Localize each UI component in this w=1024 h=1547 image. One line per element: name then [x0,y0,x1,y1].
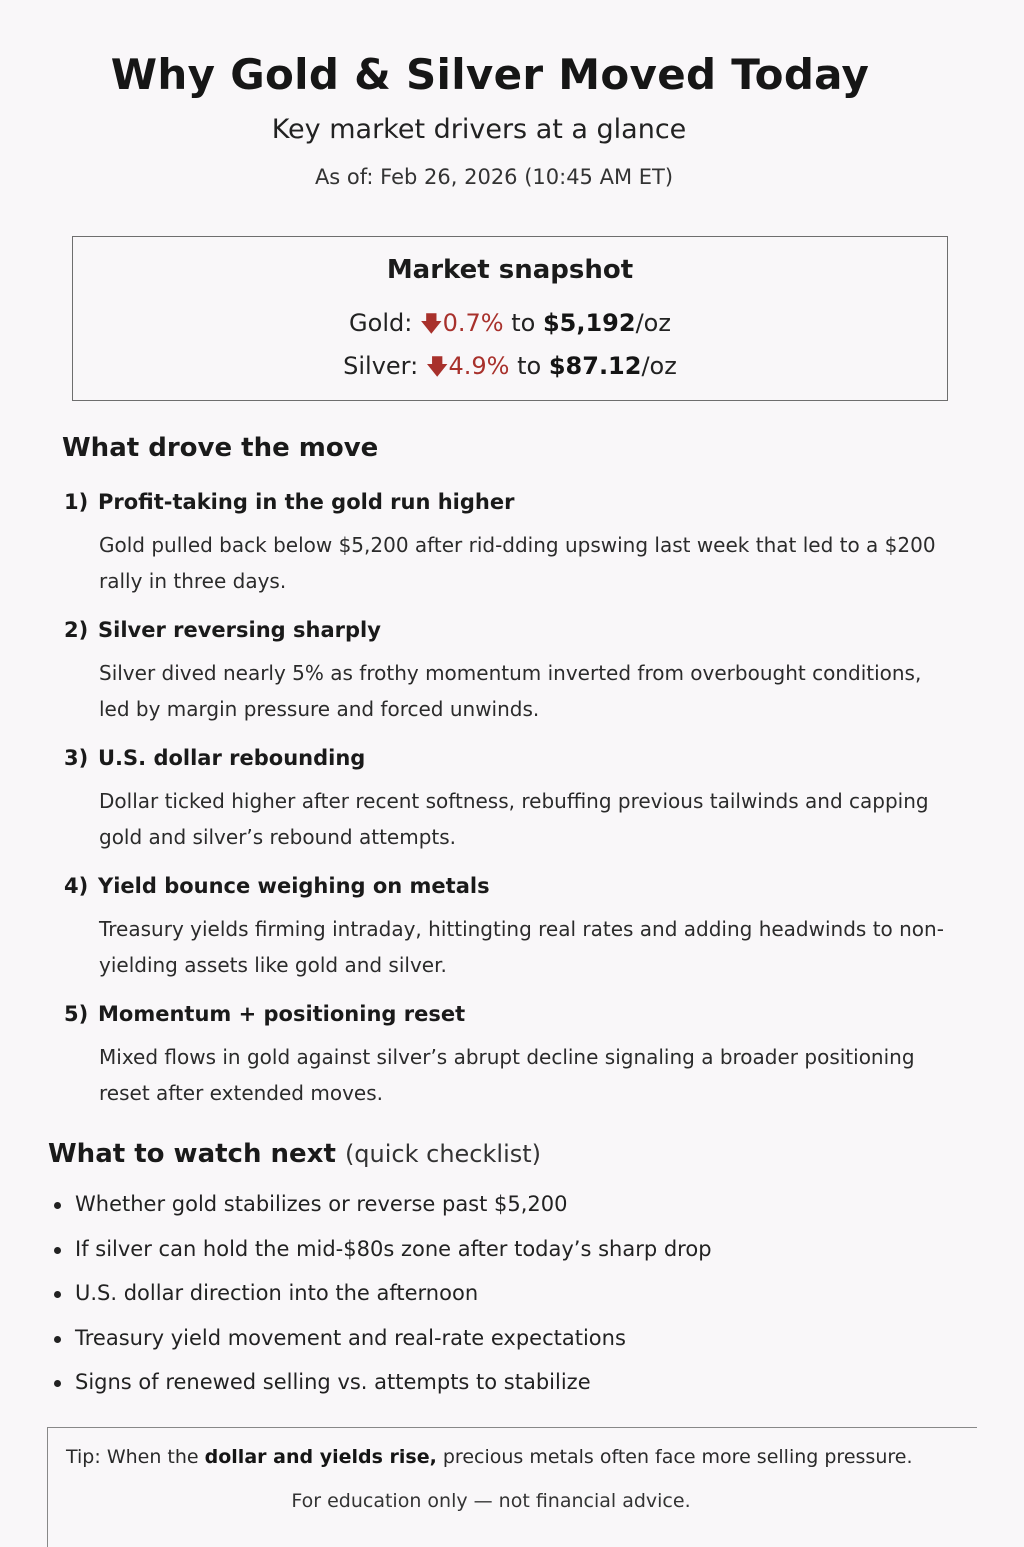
watch-item-text: U.S. dollar direction into the afternoon [75,1281,479,1305]
driver-title: Silver reversing sharply [98,618,381,642]
watch-item-text: If silver can hold the mid-$80s zone after today’s sharp drop [75,1236,712,1261]
drivers-list [64,485,964,1125]
driver-number: 5) [64,1002,89,1026]
driver-number: 2) [64,618,89,642]
list-item [50,1231,950,1276]
watch-heading-note: (quick checklist) [344,1140,542,1168]
drivers-heading: What drove the move [62,433,379,463]
driver-body: Dollar ticked higher after recent softness, rebuffing previous tailwinds and capping gold and silver’s rebound attempts. [99,789,929,849]
driver-item [64,741,964,855]
list-item [50,1186,950,1231]
bullet-icon [54,1202,61,1209]
list-item [50,1320,950,1365]
bullet-icon [54,1291,61,1298]
bullet-icon [54,1247,61,1254]
silver-to-text: to [517,352,542,380]
driver-number: 4) [64,874,89,898]
watch-heading [48,1139,541,1169]
driver-item [64,485,964,599]
driver-item [64,613,964,727]
gold-price: $5,192 [542,309,636,337]
watch-checklist [50,1186,950,1409]
gold-to-text: to [511,309,536,337]
silver-price: $87.12 [548,352,642,380]
driver-title: U.S. dollar rebounding [98,746,366,770]
watch-item-text: Signs of renewed selling vs. attempts to stabilize [75,1370,591,1394]
silver-label: Silver: [343,352,419,380]
list-item [50,1275,950,1320]
silver-snapshot-line [73,350,947,388]
silver-change: 4.9% [448,352,510,380]
driver-number: 1) [64,490,89,514]
gold-label: Gold: [349,309,413,337]
page-subtitle: Key market drivers at a glance [271,114,687,145]
list-item [50,1364,950,1409]
down-arrow-icon: 🡇 [425,355,449,380]
tip-post: precious metals often face more selling pressure. [442,1446,913,1468]
as-of-timestamp: As of: Feb 26, 2026 (10:45 AM ET) [314,165,674,189]
disclaimer: For education only — not financial advice. [291,1490,691,1512]
market-snapshot-box [72,236,948,401]
driver-body: Silver dived nearly 5% as frothy momentum inverted from overbought conditions, led by margin pressure and forced unwinds. [99,661,922,721]
tip-pre: When the [106,1446,199,1468]
tip-text [66,1446,986,1468]
watch-item-text: Treasury yield movement and real-rate expectations [75,1325,626,1350]
driver-number: 3) [64,746,89,770]
driver-item [64,869,964,983]
driver-title: Momentum + positioning reset [98,1002,466,1026]
driver-title: Yield bounce weighing on metals [98,874,490,898]
driver-item [64,997,964,1111]
tip-bold: dollar and yields rise, [204,1446,437,1468]
driver-body: Gold pulled back below $5,200 after rid-dding upswing last week that led to a $200 rally in three days. [99,533,936,593]
bullet-icon [54,1380,61,1387]
tip-label: Tip: [66,1446,101,1468]
down-arrow-icon: 🡇 [419,312,443,337]
watch-heading-text: What to watch next [48,1139,336,1169]
watch-item-text: Whether gold stabilizes or reverse past $5,200 [75,1192,568,1216]
driver-body: Mixed flows in gold against silver’s abrupt decline signaling a broader positioning reset after extended moves. [99,1045,915,1105]
gold-change: 0.7% [442,309,504,337]
bullet-icon [54,1336,61,1343]
gold-snapshot-line [73,307,947,345]
silver-unit: /oz [641,352,677,380]
gold-unit: /oz [635,309,671,337]
driver-title: Profit-taking in the gold run higher [98,490,515,514]
tip-box [47,1427,977,1547]
driver-body: Treasury yields firming intraday, hittingting real rates and adding headwinds to non-yielding assets like gold and silver. [99,917,944,977]
snapshot-title: Market snapshot [386,255,634,285]
page-title: Why Gold & Silver Moved Today [110,50,870,99]
